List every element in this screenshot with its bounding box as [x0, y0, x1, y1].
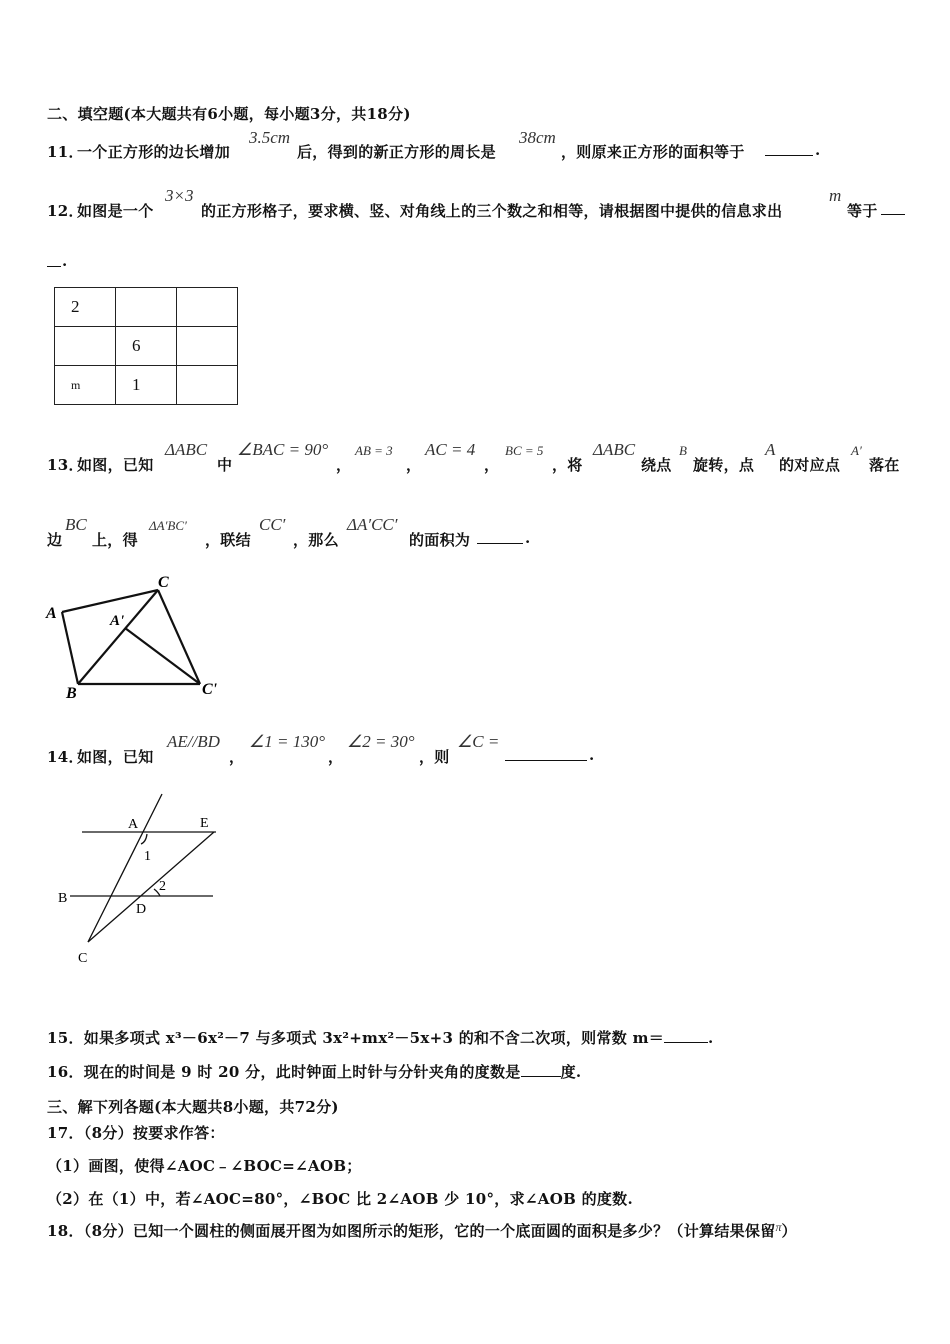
math-expr: AC = 4	[425, 440, 476, 459]
answer-blank	[521, 1062, 561, 1077]
question-text: 绕点	[641, 456, 672, 474]
question-text: ，那么	[293, 531, 339, 549]
grid-cell	[177, 366, 238, 405]
period: .	[815, 141, 821, 159]
math-expr: ∠2 = 30°	[347, 732, 415, 751]
math-expr: A′	[851, 443, 862, 458]
question-text: 落在	[869, 456, 900, 474]
figure-lines	[62, 590, 200, 684]
grid-cell	[116, 288, 177, 327]
separator: ，	[328, 748, 344, 766]
math-expr: AB = 3	[355, 443, 393, 458]
question-text: ，则原来正方形的面积等于	[561, 143, 745, 161]
grid-cell: 2	[55, 288, 116, 327]
math-expr: BC = 5	[505, 443, 544, 458]
label-A: A	[46, 605, 57, 622]
question-text: 上，得	[92, 531, 138, 549]
question-text: 如图，已知	[77, 456, 154, 474]
math-expr: ΔA′BC′	[149, 518, 187, 533]
answer-blank	[505, 746, 587, 761]
question-17-title: 17．（8分）按要求作答：	[47, 1124, 225, 1142]
question-text: 中	[217, 456, 233, 474]
question-18	[47, 1220, 797, 1241]
period: .	[525, 529, 531, 547]
answer-blank	[765, 141, 813, 156]
question-text: 边	[47, 531, 63, 549]
math-expr: ∠BAC = 90°	[237, 440, 329, 459]
separator: ，	[406, 456, 422, 474]
answer-blank	[881, 200, 905, 215]
grid-cell	[55, 327, 116, 366]
math-expr: AE//BD	[167, 732, 220, 751]
math-expr: ΔABC	[165, 440, 208, 459]
question-text: 如图是一个	[77, 202, 154, 220]
separator: ，	[229, 748, 245, 766]
question-text: 的面积为	[409, 531, 471, 549]
period: .	[62, 252, 68, 270]
math-expr: 38cm	[519, 128, 556, 147]
question-17-part-1: （1）画图，使得∠AOC﹣∠BOC=∠AOB；	[47, 1157, 362, 1175]
parallel-lines-figure	[50, 790, 230, 970]
section-heading: 三、解下列各题(本大题共8小题，共72分)	[47, 1098, 339, 1116]
question-text: ，联结	[205, 531, 251, 549]
label-C: C	[158, 574, 169, 591]
answer-blank	[477, 529, 523, 544]
question-number: 11．	[47, 143, 84, 161]
question-text: 如图，已知	[77, 748, 154, 766]
math-expr: ∠C =	[457, 732, 500, 751]
question-text: 的正方形格子，要求横、竖、对角线上的三个数之和相等，请根据图中提供的信息求出	[201, 202, 783, 220]
grid-cell	[177, 288, 238, 327]
math-expr: ΔABC	[593, 440, 636, 459]
math-expr: 3×3	[165, 186, 194, 205]
label-A-prime: A'	[110, 613, 125, 629]
math-expr: 3.5cm	[249, 128, 291, 147]
section-heading: 二、填空题(本大题共有6小题，每小题3分，共18分)	[47, 105, 411, 123]
question-number: 12．	[47, 202, 84, 220]
label-E: E	[200, 816, 209, 831]
answer-blank-cont	[47, 252, 61, 267]
label-A: A	[128, 817, 139, 832]
question-15	[47, 1027, 714, 1048]
separator: ，	[336, 456, 352, 474]
answer-blank	[664, 1028, 708, 1043]
question-text: 16．现在的时间是 9 时 20 分，此时钟面上时针与分针夹角的度数是	[47, 1063, 521, 1081]
label-C: C	[78, 951, 88, 966]
rotation-figure	[40, 570, 240, 705]
period: .	[708, 1029, 714, 1047]
figure-lines	[70, 794, 216, 942]
question-text: 旋转，点	[693, 456, 755, 474]
magic-square-grid	[54, 287, 238, 405]
question-text: 一个正方形的边长增加	[77, 143, 231, 161]
label-B: B	[58, 891, 68, 906]
separator: ，	[484, 456, 500, 474]
label-D: D	[136, 902, 147, 917]
question-number: 14．	[47, 748, 84, 766]
question-text: ，则	[419, 748, 450, 766]
question-text: 的对应点	[779, 456, 841, 474]
label-C-prime: C'	[202, 681, 218, 698]
question-17-part-2: （2）在（1）中，若∠AOC=80°，∠BOC 比 2∠AOB 少 10°，求∠AOB 的度数.	[47, 1190, 634, 1208]
math-expr: A	[765, 440, 776, 459]
angle-1-label: 1	[144, 849, 151, 864]
question-text: 18．（8分）已知一个圆柱的侧面展开图为如图所示的矩形，它的一个底面圆的面积是多少？（计算结果保留	[47, 1222, 776, 1240]
angle-2-label: 2	[159, 879, 166, 894]
math-expr: ΔA′CC′	[347, 515, 398, 534]
math-expr: m	[829, 186, 842, 205]
question-text: ，将	[552, 456, 583, 474]
question-number: 13．	[47, 456, 84, 474]
period: .	[589, 746, 595, 764]
grid-cell	[177, 327, 238, 366]
question-text: 等于	[847, 202, 878, 220]
question-end: 度.	[560, 1063, 582, 1081]
grid-cell: 6	[116, 327, 177, 366]
math-expr: ∠1 = 130°	[249, 732, 326, 751]
math-expr: B	[679, 443, 687, 458]
math-expr: BC	[65, 515, 87, 534]
grid-cell: m	[55, 366, 116, 405]
question-text: 15．如果多项式 x³－6x²－7 与多项式 3x²+mx²－5x+3 的和不含二次项，则常数 m＝	[47, 1029, 665, 1047]
question-text: 后，得到的新正方形的周长是	[297, 143, 496, 161]
math-expr: CC′	[259, 515, 286, 534]
question-16	[47, 1061, 581, 1082]
grid-cell: 1	[116, 366, 177, 405]
question-end: ）	[781, 1222, 797, 1240]
math-expr: π	[775, 1220, 782, 1234]
label-B: B	[66, 685, 77, 702]
